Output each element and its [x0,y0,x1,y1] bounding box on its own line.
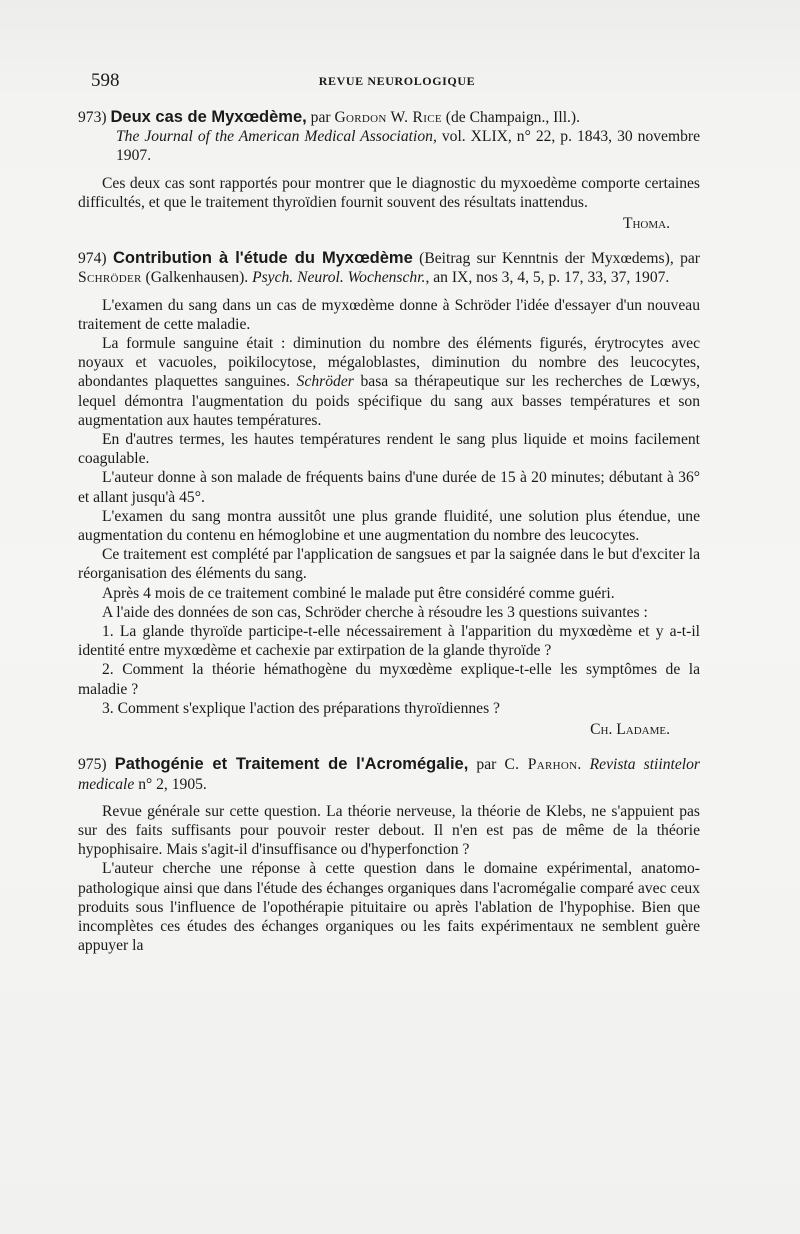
entry-heading: 973) Deux cas de Myxœdème, par Gordon W. Rice (de Champaign., Ill.). The Journal of the American Medical Association, vol. XLIX, n° 22, p. 1843, 30 novembre 1907. [78,108,701,165]
article-body [78,108,700,971]
paragraph: La formule sanguine était : diminution du nombre des éléments figurés, érytrocytes avec noyaux et vacuoles, poikilocytose, mégaloblastes, diminution du nombre des leucocytes, abondantes plaquettes sanguines. Schröder basa sa thérapeutique sur les recherches de Lœwys, lequel démontra l'augmentation du poids spécifique du sang aux basses températures et son augmentation aux hautes températures. [78,335,700,429]
entry-973 [78,108,700,233]
paragraph: Ces deux cas sont rapportés pour montrer que le diagnostic du myxoedème comporte certaines difficultés, et que le traitement thyroïdien fournit souvent des résultats inattendus. [78,174,700,211]
entry-number: 975) [78,756,107,774]
question-item: 3. Comment s'explique l'action des préparations thyroïdiennes ? [102,699,500,717]
paragraph: Après 4 mois de ce traitement combiné le malade put être considéré comme guéri. [102,584,615,602]
entry-title: Pathogénie et Traitement de l'Acromégalie, [114,755,469,774]
entry-974 [78,249,700,739]
entry-source: Revista stiintelor medicale [78,756,700,793]
entry-number: 973) [78,109,107,126]
entry-number: 974) [78,250,107,268]
entry-heading: 975) Pathogénie et Traitement de l'Acromégalie, par C. Parhon. Revista stiintelor medicale n° 2, 1905. [78,755,700,793]
paragraph: A l'aide des données de son cas, Schröder cherche à résoudre les 3 questions suivantes : [102,603,648,621]
paragraph: Ce traitement est complété par l'application de sangsues et par la saignée dans le but d'exciter la réorganisation des éléments du sang. [78,546,700,583]
entry-title: Contribution à l'étude du Myxœdème [112,249,413,268]
entry-author: Schröder [78,269,142,287]
paragraph: En d'autres termes, les hautes températures rendent le sang plus liquide et moins facilement coagulable. [78,431,700,468]
signature: Thoma. [622,215,670,233]
entry-source: Psych. Neurol. Wochenschr. [252,269,426,287]
paragraph: L'examen du sang dans un cas de myxœdème donne à Schröder l'idée d'essayer d'un nouveau traitement de cette maladie. [78,296,700,333]
paragraph: L'examen du sang montra aussitôt une plus grande fluidité, une solution plus étendue, une augmentation du contenu en hémoglobine et une augmentation du nombre des leucocytes. [78,507,700,545]
entry-source: The Journal of the American Medical Association, [116,128,437,146]
entry-title: Deux cas de Myxœdème, [110,108,307,126]
entry-author: C. Parhon. [504,756,582,774]
page-number: 598 [91,70,120,91]
signature: Ch. Ladame. [590,721,670,739]
entry-author: Gordon W. Rice [334,109,442,126]
running-header [91,70,703,94]
paragraph: Revue générale sur cette question. La théorie nerveuse, la théorie de Klebs, ne s'appuient pas sur des faits suffisants pour pouvoir rester debout. Il n'en est pas de même de la théorie hypophisaire. Mais s'agit-il d'insuffisance ou d'hyperfonction ? [78,802,700,859]
question-item: 2. Comment la théorie hémathogène du myxœdème explique-t-elle les symptômes de la maladie ? [78,661,700,698]
entry-heading: 974) Contribution à l'étude du Myxœdème (Beitrag sur Kenntnis der Myxœdems), par Schröder (Galkenhausen). Psych. Neurol. Wochenschr., an IX, nos 3, 4, 5, p. 17, 33, 37, 1907. [78,249,700,287]
question-item: 1. La glande thyroïde participe-t-elle nécessairement à l'apparition du myxœdème et y a-t-il identité entre myxœdème et cachexie par extirpation de la glande thyroïde ? [78,623,700,660]
journal-title: REVUE NEUROLOGIQUE [318,74,476,88]
entry-975 [78,755,700,955]
paragraph: L'auteur cherche une réponse à cette question dans le domaine expérimental, anatomo-pathologique ainsi que dans l'étude des échanges organiques dans l'acromégalie comparé avec ceux produits sous l'influence de l'opothérapie pituitaire ou après l'ablation de l'hypophise. Bien que incomplètes ces études des échanges organiques ou les faits expérimentaux ne semblent guère appuyer la [78,860,700,955]
paragraph: L'auteur donne à son malade de fréquents bains d'une durée de 15 à 20 minutes; débutant à 36° et allant jusqu'à 45°. [78,469,700,506]
